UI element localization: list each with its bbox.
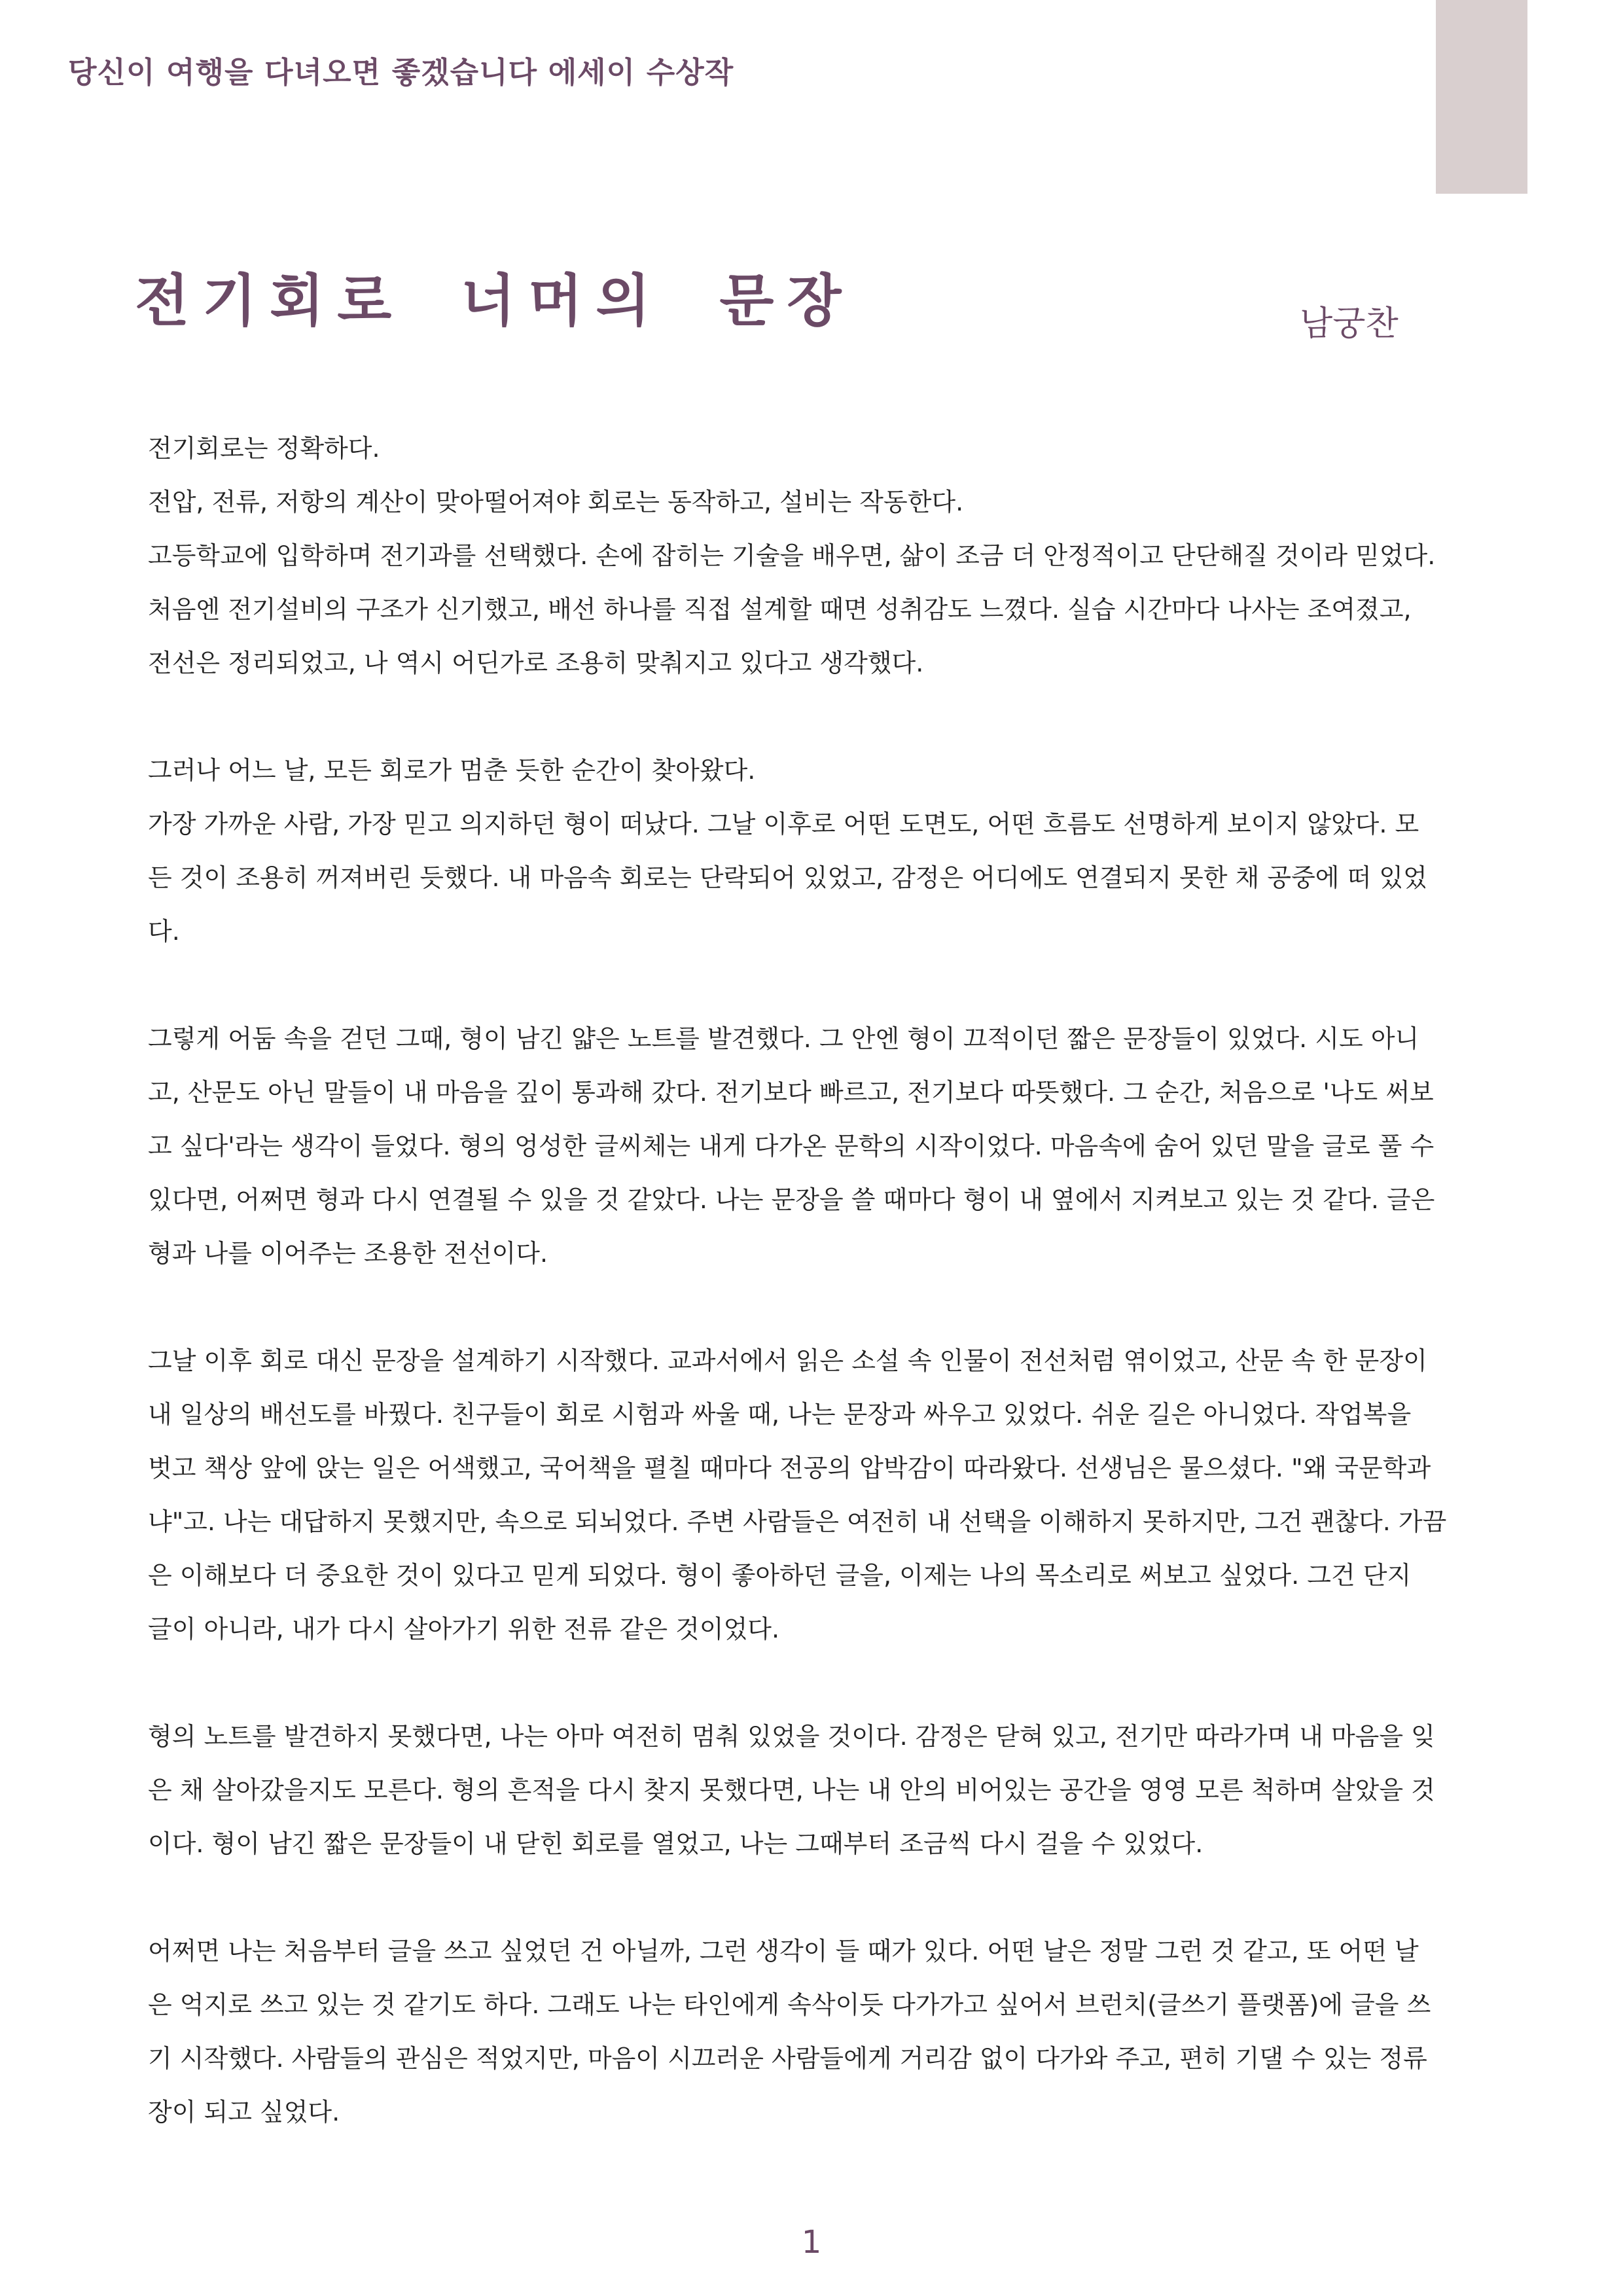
author-name: 남궁찬 [1300, 304, 1399, 344]
paragraph-5: 형의 노트를 발견하지 못했다면, 나는 아마 여전히 멈춰 있었을 것이다. 감정은 닫혀 있고, 전기만 따라가며 내 마음을 잊 은 채 살아갔을지도 모른다. 형의 흔적을 다시 찾지 못했다면, 나는 내 안의 비어있는 공간을 영영 모른 척하며 살았을 것 이다. 형이 남긴 짧은 문장들이 내 닫힌 회로를 열었고, 나는 그때부터 조금씩 다시 걸을 수 있었다. [148, 1722, 1435, 1858]
essay-title: 전기회로 너머의 문장 [135, 268, 855, 334]
paragraph-3: 그렇게 어둠 속을 걷던 그때, 형이 남긴 얇은 노트를 발견했다. 그 안엔 형이 끄적이던 짧은 문장들이 있었다. 시도 아니 고, 산문도 아닌 말들이 내 마음을 깊이 통과해 갔다. 전기보다 빠르고, 전기보다 따뜻했다. 그 순간, 처음으로 '나도 써보 고 싶다'라는 생각이 들었다. 형의 엉성한 글씨체는 내게 다가온 문학의 시작이었다. 마음속에 숨어 있던 말을 글로 풀 수 있다면, 어쩌면 형과 다시 연결될 수 있을 것 같았다. 나는 문장을 쓸 때마다 형이 내 옆에서 지켜보고 있는 것 같다. 글은 형과 나를 이어주는 조용한 전선이다. [148, 1024, 1435, 1268]
essay-body [148, 422, 1496, 2193]
paragraph-6: 어쩌면 나는 처음부터 글을 쓰고 싶었던 건 아닐까, 그런 생각이 들 때가 있다. 어떤 날은 정말 그런 것 같고, 또 어떤 날 은 억지로 쓰고 있는 것 같기도 하다. 그래도 나는 타인에게 속삭이듯 다가가고 싶어서 브런치(글쓰기 플랫폼)에 글을 쓰 기 시작했다. 사람들의 관심은 적었지만, 마음이 시끄러운 사람들에게 거리감 없이 다가와 주고, 편히 기댈 수 있는 정류 장이 되고 싶었다. [148, 1937, 1431, 2126]
paragraph-2: 그러나 어느 날, 모든 회로가 멈춘 듯한 순간이 찾아왔다. 가장 가까운 사람, 가장 믿고 의지하던 형이 떠났다. 그날 이후로 어떤 도면도, 어떤 흐름도 선명하게 보이지 않았다. 모 든 것이 조용히 꺼져버린 듯했다. 내 마음속 회로는 단락되어 있었고, 감정은 어디에도 연결되지 못한 채 공중에 떠 있었 다. [148, 756, 1427, 946]
paragraph-1: 전기회로는 정확하다. 전압, 전류, 저항의 계산이 맞아떨어져야 회로는 동작하고, 설비는 작동한다. 고등학교에 입학하며 전기과를 선택했다. 손에 잡히는 기술을 배우면, 삶이 조금 더 안정적이고 단단해질 것이라 믿었다. 처음엔 전기설비의 구조가 신기했고, 배선 하나를 직접 설계할 때면 성취감도 느꼈다. 실습 시간마다 나사는 조여졌고, 전선은 정리되었고, 나 역시 어딘가로 조용히 맞춰지고 있다고 생각했다. [148, 434, 1436, 677]
page-number: 1 [801, 2224, 822, 2261]
corner-tab-decoration [1436, 0, 1527, 194]
document-header-label: 당신이 여행을 다녀오면 좋겠습니다 에세이 수상작 [68, 55, 734, 90]
paragraph-4: 그날 이후 회로 대신 문장을 설계하기 시작했다. 교과서에서 읽은 소설 속 인물이 전선처럼 엮이었고, 산문 속 한 문장이 내 일상의 배선도를 바꿨다. 친구들이 회로 시험과 싸울 때, 나는 문장과 싸우고 있었다. 쉬운 길은 아니었다. 작업복을 벗고 책상 앞에 앉는 일은 어색했고, 국어책을 펼칠 때마다 전공의 압박감이 따라왔다. 선생님은 물으셨다. "왜 국문학과 냐"고. 나는 대답하지 못했지만, 속으로 되뇌었다. 주변 사람들은 여전히 내 선택을 이해하지 못하지만, 그건 괜찮다. 가끔 은 이해보다 더 중요한 것이 있다고 믿게 되었다. 형이 좋아하던 글을, 이제는 나의 목소리로 써보고 싶었다. 그건 단지 글이 아니라, 내가 다시 살아가기 위한 전류 같은 것이었다. [148, 1346, 1447, 1643]
